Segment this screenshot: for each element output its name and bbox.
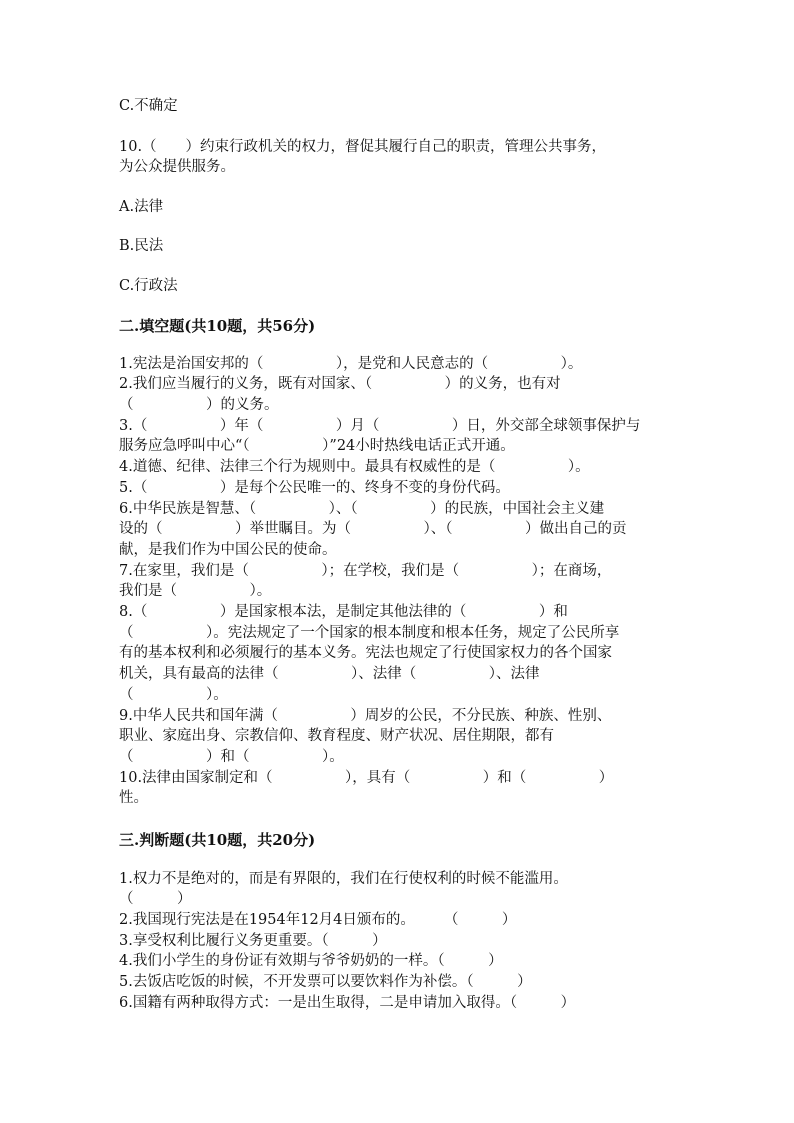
judgement-line: （ ） [119, 891, 192, 907]
fill-line: 9.中华人民共和国年满（ ）周岁的公民，不分民族、种族、性别、 [119, 708, 612, 724]
fill-line: 7.在家里，我们是（ ）；在学校，我们是（ ）；在商场， [119, 563, 612, 579]
judgement-line: 4.我们小学生的身份证有效期与爷爷奶奶的一样。（ ） [119, 953, 503, 969]
fill-line: 2.我们应当履行的义务，既有对国家、（ ）的义务，也有对 [119, 376, 561, 392]
fill-line: 机关，具有最高的法律（ ）、法律（ ）、法律 [119, 666, 540, 682]
judgement-line: 6.国籍有两种取得方式：一是出生取得，二是申请加入取得。（ ） [119, 995, 576, 1011]
fill-line: 我们是（ ）。 [119, 583, 272, 599]
fill-line: 献，是我们作为中国公民的使命。 [119, 542, 337, 558]
option-b: B.民法 [119, 238, 164, 254]
fill-line: 设的（ ）举世瞩目。为（ ）、（ ）做出自己的贡 [119, 521, 627, 537]
section-heading-fill-in: 二.填空题(共10题，共56分) [119, 317, 316, 335]
option-c: C.不确定 [119, 98, 178, 114]
judgement-line: 5.去饭店吃饭的时候，不开发票可以要饮料作为补偿。（ ） [119, 974, 532, 990]
fill-line: （ ）和（ ）。 [119, 749, 344, 765]
fill-line: 5.（ ）是每个公民唯一的、终身不变的身份代码。 [119, 480, 510, 496]
judgement-line: 1.权力不是绝对的，而是有界限的，我们在行使权利的时候不能滥用。 [119, 871, 568, 887]
fill-line: 职业、家庭出身、宗教信仰、教育程度、财产状况、居住期限，都有 [119, 728, 554, 744]
fill-line: 6.中华民族是智慧、（ ）、（ ）的民族，中国社会主义建 [119, 501, 605, 517]
fill-line: 1.宪法是治国安邦的（ ），是党和人民意志的（ ）。 [119, 356, 583, 372]
judgement-line: 3.享受权利比履行义务更重要。（ ） [119, 933, 387, 949]
fill-line: （ ）。 [119, 687, 228, 703]
option-a: A.法律 [119, 199, 164, 215]
question-10-line-1: 10.（ ）约束行政机关的权力，督促其履行自己的职责，管理公共事务， [119, 139, 607, 155]
section-heading-judgement: 三.判断题(共10题，共20分) [119, 831, 316, 849]
fill-line: 服务应急呼叫中心“（ ）”24小时热线电话正式开通。 [119, 438, 515, 454]
fill-line: （ ）。宪法规定了一个国家的根本制度和根本任务，规定了公民所享 [119, 625, 620, 641]
option-c: C.行政法 [119, 278, 178, 294]
fill-line: 3.（ ）年（ ）月（ ）日，外交部全球领事保护与 [119, 418, 641, 434]
fill-line: （ ）的义务。 [119, 397, 279, 413]
fill-line: 性。 [119, 790, 148, 806]
judgement-line: 2.我国现行宪法是在1954年12月4日颁布的。 （ ） [119, 912, 517, 928]
fill-line: 10.法律由国家制定和（ ），具有（ ）和（ ） [119, 770, 614, 786]
fill-line: 有的基本权利和必须履行的基本义务。宪法也规定了行使国家权力的各个国家 [119, 645, 612, 661]
question-10-line-2: 为公众提供服务。 [119, 159, 235, 175]
fill-line: 4.道德、纪律、法律三个行为规则中。最具有权威性的是（ ）。 [119, 459, 590, 475]
fill-line: 8.（ ）是国家根本法，是制定其他法律的（ ）和 [119, 604, 568, 620]
